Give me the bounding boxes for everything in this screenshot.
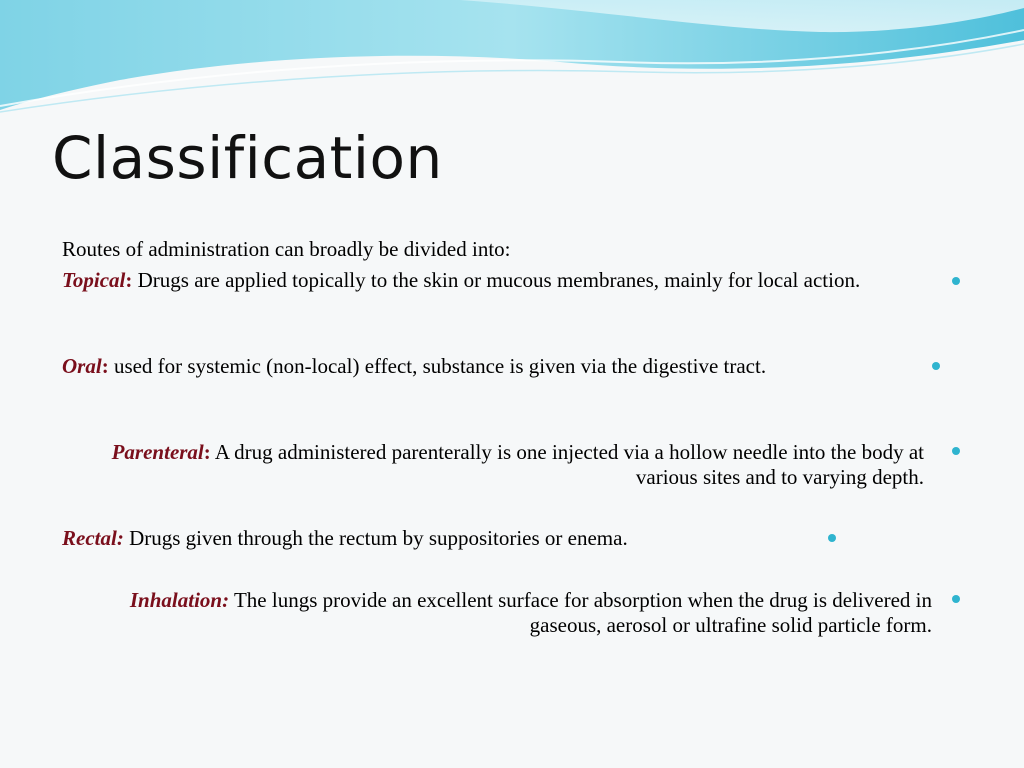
header-wave-decoration [0, 0, 1024, 120]
slide-title: Classification [52, 124, 443, 192]
item-description: A drug administered parenterally is one injected via a hollow needle into the body at various sites and to varying depth. [210, 440, 924, 489]
term-label: Inhalation: [129, 588, 230, 612]
list-item-topical: Topical: Drugs are applied topically to the skin or mucous membranes, mainly for local action. [62, 268, 861, 292]
term-label: Topical [62, 268, 126, 292]
bullet-icon [828, 534, 836, 542]
bullet-icon [952, 595, 960, 603]
list-item-parenteral: Parenteral: A drug administered parenterally is one injected via a hollow needle into the body at various sites and to varying depth. [111, 440, 924, 489]
item-description: used for systemic (non-local) effect, substance is given via the digestive tract. [108, 354, 767, 378]
list-item-oral: Oral: used for systemic (non-local) effect, substance is given via the digestive tract. [62, 354, 767, 378]
bullet-icon [952, 277, 960, 285]
item-description: Drugs are applied topically to the skin or mucous membranes, mainly for local action. [132, 268, 861, 292]
bullet-icon [932, 362, 940, 370]
intro-text: Routes of administration can broadly be divided into: [62, 237, 511, 261]
bullet-icon [952, 447, 960, 455]
list-item-inhalation [62, 588, 932, 638]
item-description: The lungs provide an excellent surface for absorption when the drug is delivered in gaseous, aerosol or ultrafine solid particle form. [229, 588, 932, 637]
term-label: Parenteral [111, 440, 204, 464]
term-label: Oral [62, 354, 102, 378]
term-label: Rectal: [62, 526, 124, 550]
item-description: Drugs given through the rectum by suppositories or enema. [123, 526, 628, 550]
list-item-rectal [62, 526, 822, 551]
